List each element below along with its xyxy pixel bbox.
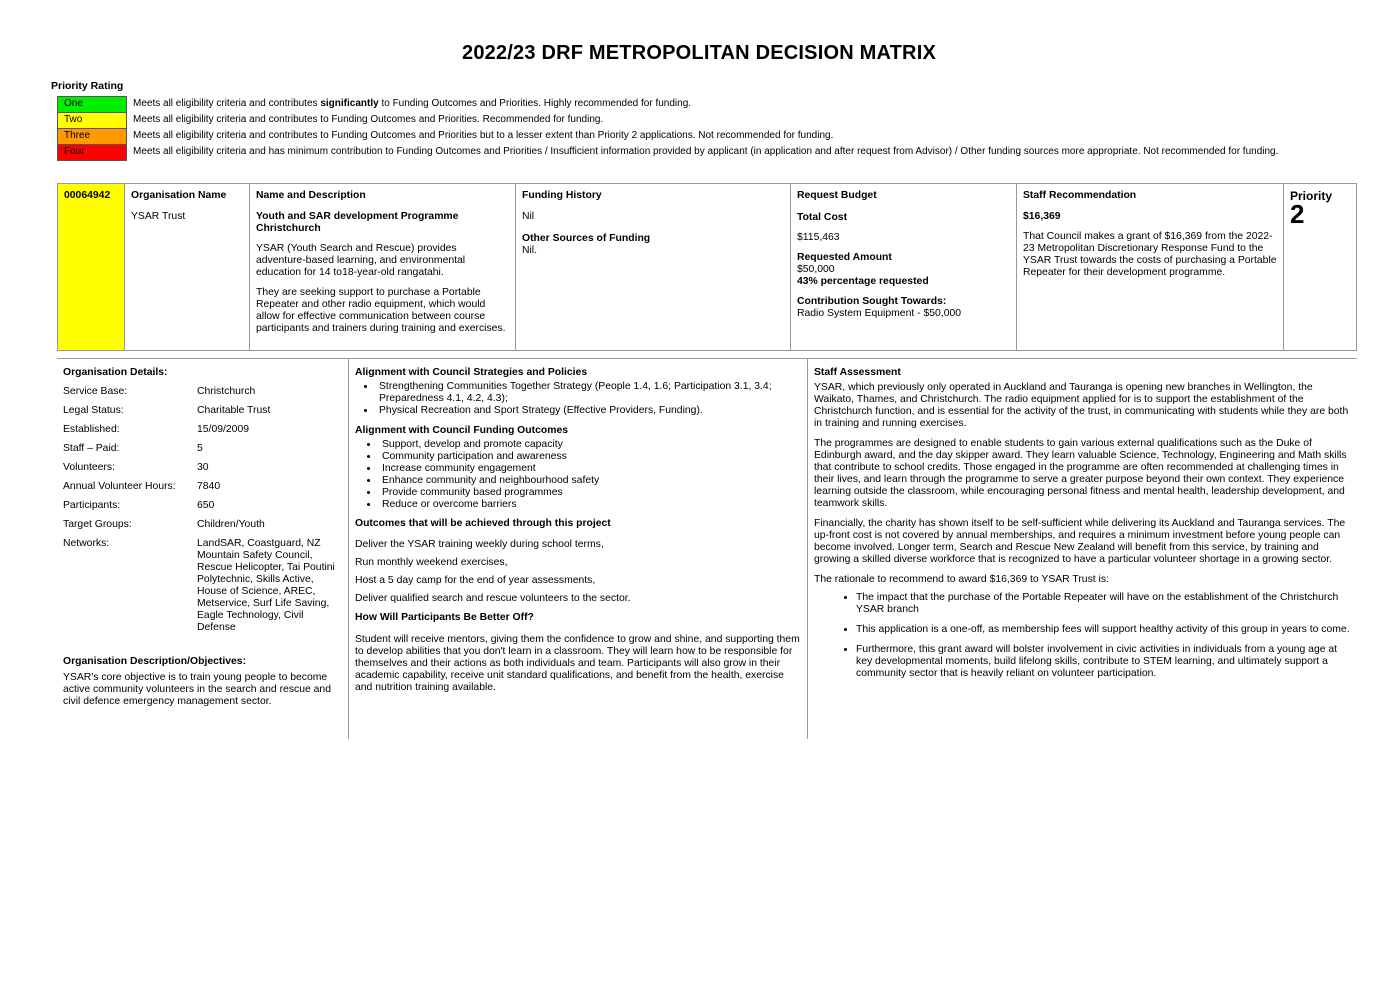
project-title: Youth and SAR development Programme Christchurch <box>256 211 459 234</box>
priority-row-one <box>58 97 1317 113</box>
project-description-1: YSAR (Youth Search and Rescue) provides adventure-based learning, and environmental education for 14 to18-year-old rangatahi. <box>256 243 466 278</box>
priority-row-four <box>58 145 1317 161</box>
detail-row <box>63 386 341 398</box>
funding-history-value: Nil <box>522 211 535 222</box>
detail-row <box>63 405 341 417</box>
better-off-heading: How Will Participants Be Better Off? <box>355 612 534 623</box>
organisation-cell <box>125 184 250 351</box>
other-sources-label: Other Sources of Funding <box>522 233 651 244</box>
staff-recommendation-text: That Council makes a grant of $16,369 from the 2022-23 Metropolitan Discretionary Response Fund to the YSAR Trust towards the costs of purchasing a Portable Repeater for their development programme. <box>1023 231 1277 278</box>
organisation-description: YSAR's core objective is to train young people to become active community volunteers in the search and rescue and civil defence emergency management sector. <box>63 672 331 707</box>
requested-amount-value: $50,000 <box>797 264 835 275</box>
details-section <box>57 358 1357 739</box>
priority-swatch-two: Two <box>58 113 127 129</box>
priority-desc-four: Meets all eligibility criteria and has minimum contribution to Funding Outcomes and Priorities / Insufficient information provided by applicant (in application and after request from Advisor) / Other funding sources more appropriate. Not recommended for funding. <box>133 145 1279 157</box>
detail-label: Networks: <box>63 538 110 549</box>
funding-outcome-item: • Increase community engagement <box>379 463 800 475</box>
page-title: 2022/23 DRF METROPOLITAN DECISION MATRIX <box>462 42 936 64</box>
detail-row <box>63 462 341 474</box>
detail-row <box>63 519 341 531</box>
organisation-details-heading: Organisation Details: <box>63 367 168 378</box>
priority-desc-three: Meets all eligibility criteria and contributes to Funding Outcomes and Priorities but to a lesser extent than Priority 2 applications. Not recommended for funding. <box>133 129 834 141</box>
strategy-item: • Strengthening Communities Together Strategy (People 1.4, 1.6; Participation 3.1, 3.4; Preparedness 4.1, 4.2, 4.3); <box>376 381 800 405</box>
achieved-outcome-item: Deliver the YSAR training weekly during school terms, <box>355 539 604 550</box>
detail-label: Annual Volunteer Hours: <box>63 481 176 492</box>
staff-assessment-column <box>807 359 1357 739</box>
detail-row <box>63 424 341 436</box>
funding-outcome-item: • Reduce or overcome barriers <box>379 499 800 511</box>
total-cost-value: $115,463 <box>797 232 840 243</box>
priority-rating-legend <box>57 96 1317 161</box>
priority-swatch-four: Four <box>58 145 127 161</box>
detail-value: 650 <box>197 500 215 511</box>
detail-value: Children/Youth <box>197 519 265 530</box>
staff-recommendation-header: Staff Recommendation <box>1023 190 1137 201</box>
detail-label: Target Groups: <box>63 519 132 530</box>
detail-label: Legal Status: <box>63 405 124 416</box>
name-description-cell <box>250 184 516 351</box>
achieved-outcomes-heading: Outcomes that will be achieved through this project <box>355 518 611 529</box>
detail-value: 5 <box>197 443 203 454</box>
rationale-item: • The impact that the purchase of the Portable Repeater will have on the establishment of the Christchurch YSAR branch <box>856 592 1351 616</box>
achieved-outcome-item: Run monthly weekend exercises, <box>355 557 508 568</box>
priority-desc-one: Meets all eligibility criteria and contributes significantly to Funding Outcomes and Priorities. Highly recommended for funding. <box>133 97 692 109</box>
organisation-name-header: Organisation Name <box>131 190 227 201</box>
detail-label: Volunteers: <box>63 462 115 473</box>
application-id-cell <box>58 184 125 351</box>
detail-row <box>63 538 341 634</box>
priority-swatch-three: Three <box>58 129 127 145</box>
staff-assessment-heading: Staff Assessment <box>814 367 901 378</box>
strategies-list <box>355 381 800 417</box>
detail-value: 30 <box>197 462 209 473</box>
better-off-text: Student will receive mentors, giving them the confidence to grow and shine, and supporting them to develop abilities that you don't learn in a classroom. They will learn how to be responsible for themselves and their actions as both individuals and team. Participants will also grow in their academic capability, receive unit standard qualifications, and benefit from the health, exercise and nutrition training available. <box>355 634 800 693</box>
funding-history-cell <box>516 184 791 351</box>
detail-value: 7840 <box>197 481 221 492</box>
request-budget-cell <box>791 184 1017 351</box>
rationale-item: • This application is a one-off, as membership fees will support healthy activity of this group in years to come. <box>856 624 1351 636</box>
funding-outcomes-list <box>355 439 800 511</box>
staff-recommendation-cell <box>1017 184 1284 351</box>
total-cost-label: Total Cost <box>797 212 848 223</box>
detail-value: LandSAR, Coastguard, NZ Mountain Safety Council, Rescue Helicopter, Tai Poutini Polytechnic, Skills Active, House of Science, AREC, Metservice, Surf Life Saving, Eagle Technology, Civil Defense <box>197 538 335 633</box>
priority-desc-two: Meets all eligibility criteria and contributes to Funding Outcomes and Priorities. Recommended for funding. <box>133 113 604 125</box>
percentage-requested: 43% percentage requested <box>797 276 929 287</box>
alignment-column <box>348 359 806 739</box>
detail-row <box>63 481 341 493</box>
funding-outcome-item: • Support, develop and promote capacity <box>379 439 800 451</box>
priority-header: Priority <box>1290 189 1333 203</box>
contribution-sought-value: Radio System Equipment - $50,000 <box>797 308 962 319</box>
achieved-outcome-item: Deliver qualified search and rescue volunteers to the sector. <box>355 593 631 604</box>
requested-amount-label: Requested Amount <box>797 252 892 263</box>
project-description-2: They are seeking support to purchase a Portable Repeater and other radio equipment, which would allow for effective communication between course participants and trainers during training and exercises. <box>256 287 506 334</box>
priority-row-three <box>58 129 1317 145</box>
rationale-item: • Furthermore, this grant award will bolster involvement in civic activities in individuals from a young age at key developmental moments, build lifelong skills, contribute to STEM learning, and ultimately support a community sector that is heavily reliant on volunteer participation. <box>856 644 1351 680</box>
application-summary-table <box>57 183 1357 351</box>
priority-value: 2 <box>1290 199 1305 229</box>
detail-value: Charitable Trust <box>197 405 271 416</box>
request-budget-header: Request Budget <box>797 190 877 201</box>
priority-cell <box>1284 184 1357 351</box>
assessment-paragraph-2: The programmes are designed to enable students to gain various external qualifications such as the Duke of Edinburgh award, and the day skipper award. They learn valuable Science, Technology, Engineering and Math skills that contribute to school credits. Those engaged in the programme are often recommended at challenging times in their lives, and learn through the programme to serve a greater purpose beyond their own context. They experience learning outside the classroom, while encouraging personal fitness and mental health, leadership development, and teamwork skills. <box>814 438 1347 509</box>
achieved-outcome-item: Host a 5 day camp for the end of year assessments, <box>355 575 596 586</box>
achieved-outcomes-list <box>355 539 800 605</box>
assessment-paragraph-3: Financially, the charity has shown itself to be self-sufficient while delivering its Auckland and Tauranga services. The up-front cost is not covered by annual memberships, and requires a minimum investment before young people can become involved. Longer term, Search and Rescue New Zealand will benefit from this service, by training and growing a skilled diverse workforce that is recognized to have a particular volunteer shortage in a growing sector. <box>814 518 1346 565</box>
detail-label: Participants: <box>63 500 121 511</box>
assessment-paragraph-4: The rationale to recommend to award $16,369 to YSAR Trust is: <box>814 574 1109 585</box>
priority-rating-heading: Priority Rating <box>51 80 124 92</box>
detail-label: Staff – Paid: <box>63 443 120 454</box>
strategy-item: • Physical Recreation and Sport Strategy (Effective Providers, Funding). <box>376 405 800 417</box>
detail-label: Established: <box>63 424 120 435</box>
other-sources-value: Nil. <box>522 245 538 256</box>
priority-row-two <box>58 113 1317 129</box>
strategies-heading: Alignment with Council Strategies and Policies <box>355 367 588 378</box>
funding-outcomes-heading: Alignment with Council Funding Outcomes <box>355 425 568 436</box>
organisation-details-column <box>57 359 347 739</box>
detail-value: Christchurch <box>197 386 256 397</box>
name-description-header: Name and Description <box>256 190 366 201</box>
detail-value: 15/09/2009 <box>197 424 250 435</box>
funding-history-header: Funding History <box>522 190 602 201</box>
application-id: 00064942 <box>64 190 111 201</box>
funding-outcome-item: • Enhance community and neighbourhood safety <box>379 475 800 487</box>
contribution-sought-label: Contribution Sought Towards: <box>797 296 947 307</box>
priority-swatch-one: One <box>58 97 127 113</box>
funding-outcome-item: • Provide community based programmes <box>379 487 800 499</box>
assessment-paragraph-1: YSAR, which previously only operated in Auckland and Tauranga is opening new branches in Wellington, the Waikato, Thames, and Christchurch. The radio equipment applied for is to support the establishment of the Christchurch function, and is essential for the activity of the trust, in communicating with students while they are both in training and running exercises. <box>814 382 1349 429</box>
detail-row <box>63 443 341 455</box>
organisation-name: YSAR Trust <box>131 211 186 222</box>
detail-label: Service Base: <box>63 386 128 397</box>
detail-row <box>63 500 341 512</box>
organisation-description-heading: Organisation Description/Objectives: <box>63 656 247 667</box>
funding-outcome-item: • Community participation and awareness <box>379 451 800 463</box>
rationale-list <box>814 592 1351 680</box>
staff-recommendation-amount: $16,369 <box>1023 211 1061 222</box>
